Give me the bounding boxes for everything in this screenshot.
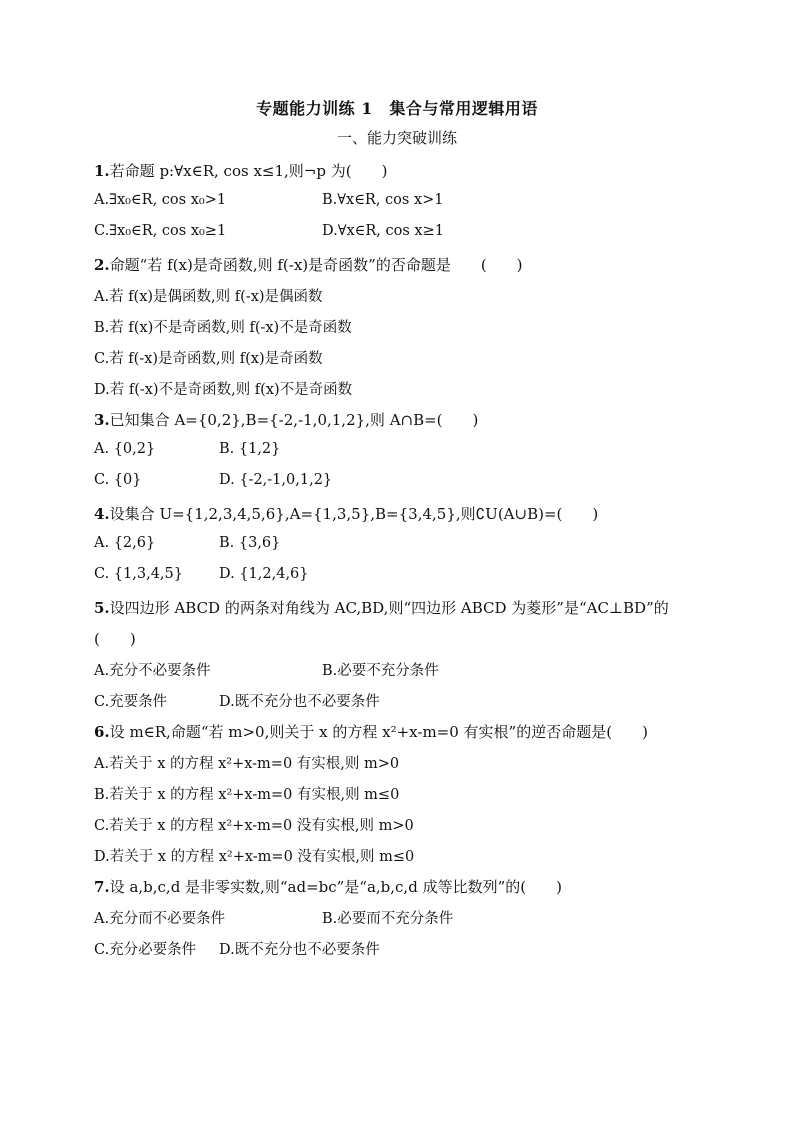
q4-option-a: A. {2,6}	[94, 535, 156, 551]
question-number: 4.	[94, 505, 110, 523]
q7-option-a: A.充分而不必要条件	[94, 911, 226, 927]
question-stem: 设四边形 ABCD 的两条对角线为 AC,BD,则“四边形 ABCD 为菱形”是“AC⊥BD”的	[109, 599, 669, 617]
q5-option-c: C.充要条件	[94, 694, 168, 710]
question-stem: 设 m∈R,命题“若 m>0,则关于 x 的方程 x²+x-m=0 有实根”的逆否命题是( )	[109, 723, 648, 741]
q2-option-c: C.若 f(-x)是奇函数,则 f(x)是奇函数	[94, 351, 323, 367]
question-3	[94, 409, 478, 430]
question-number: 3.	[94, 411, 110, 429]
question-number: 7.	[94, 878, 110, 896]
q6-option-a: A.若关于 x 的方程 x²+x-m=0 有实根,则 m>0	[94, 756, 400, 772]
question-5	[94, 597, 669, 618]
question-stem: 已知集合 A={0,2},B={-2,-1,0,1,2},则 A∩B=( )	[109, 411, 479, 429]
q7-option-b: B.必要而不充分条件	[322, 911, 454, 927]
question-number: 1.	[94, 162, 110, 180]
q2-option-a: A.若 f(x)是偶函数,则 f(-x)是偶函数	[94, 289, 323, 305]
q3-option-d: D. {-2,-1,0,1,2}	[219, 472, 333, 488]
q3-option-b: B. {1,2}	[219, 441, 281, 457]
page-title: 专题能力训练 1 集合与常用逻辑用语	[256, 99, 538, 118]
q4-option-c: C. {1,3,4,5}	[94, 566, 183, 582]
question-6	[94, 721, 648, 742]
q6-option-b: B.若关于 x 的方程 x²+x-m=0 有实根,则 m≤0	[94, 787, 400, 803]
q3-option-a: A. {0,2}	[94, 441, 156, 457]
q1-option-c: C.∃x₀∈R, cos x₀≥1	[94, 223, 227, 239]
q5-option-a: A.充分不必要条件	[94, 663, 211, 679]
q2-option-d: D.若 f(-x)不是奇函数,则 f(x)不是奇函数	[94, 382, 353, 398]
question-7	[94, 876, 562, 897]
q7-option-c: C.充分必要条件	[94, 942, 197, 958]
q6-option-c: C.若关于 x 的方程 x²+x-m=0 没有实根,则 m>0	[94, 818, 414, 834]
question-1	[94, 160, 387, 181]
q4-option-b: B. {3,6}	[219, 535, 281, 551]
q7-option-d: D.既不充分也不必要条件	[219, 942, 380, 958]
q4-option-d: D. {1,2,4,6}	[219, 566, 309, 582]
question-stem: 若命题 p:∀x∈R, cos x≤1,则¬p 为( )	[109, 162, 388, 180]
question-5-continuation: ( )	[94, 630, 136, 648]
question-stem: 设 a,b,c,d 是非零实数,则“ad=bc”是“a,b,c,d 成等比数列”的( )	[109, 878, 562, 896]
question-2	[94, 254, 523, 275]
q1-option-a: A.∃x₀∈R, cos x₀>1	[94, 192, 227, 208]
question-stem: 设集合 U={1,2,3,4,5,6},A={1,3,5},B={3,4,5},则∁U(A∪B)=( )	[109, 505, 599, 523]
q5-option-b: B.必要不充分条件	[322, 663, 439, 679]
question-number: 6.	[94, 723, 110, 741]
question-number: 2.	[94, 256, 110, 274]
question-4	[94, 503, 598, 524]
section-heading: 一、能力突破训练	[336, 129, 457, 147]
q5-option-d: D.既不充分也不必要条件	[219, 694, 380, 710]
q1-option-d: D.∀x∈R, cos x≥1	[322, 223, 444, 239]
q6-option-d: D.若关于 x 的方程 x²+x-m=0 没有实根,则 m≤0	[94, 849, 415, 865]
question-number: 5.	[94, 599, 110, 617]
q2-option-b: B.若 f(x)不是奇函数,则 f(-x)不是奇函数	[94, 320, 352, 336]
question-stem: 命题“若 f(x)是奇函数,则 f(-x)是奇函数”的否命题是 ( )	[109, 256, 523, 274]
q1-option-b: B.∀x∈R, cos x>1	[322, 192, 444, 208]
q3-option-c: C. {0}	[94, 472, 142, 488]
